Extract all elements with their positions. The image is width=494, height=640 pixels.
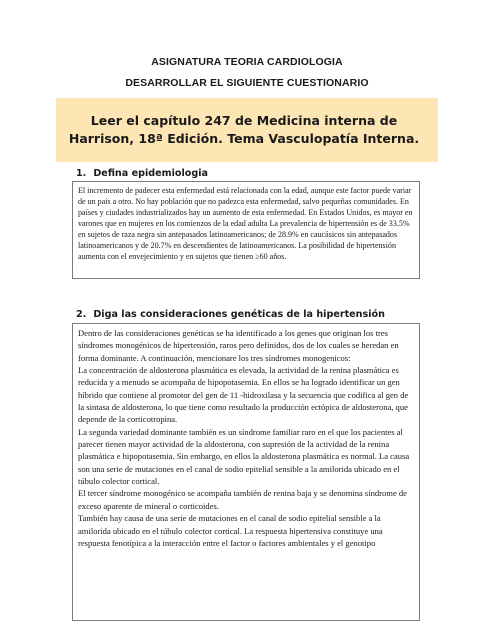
question-2-number: 2. (76, 309, 87, 320)
question-2-answer-paragraph: La segunda variedad dominante también es un síndrome familiar raro en el que los pacientes al parecer tienen mayor actividad de la aldosterona, con supresión de la actividad de la renina plasmática e hipopotasemia. Sin embargo, en ellos la aldosterona plasmática es normal. La causa son una serie de mutaciones en el canal de sodio epitelial sensible a la amilorida ubicado en el túbulo colector cortical. (78, 426, 410, 487)
question-2-answer-paragraph: También hay causa de una serie de mutaciones en el canal de sodio epitelial sensible a la amilorida ubicado en el túbulo colector cortical. La respuesta hipertensiva constituye una respuesta fenotípica a la interacción entre el factor o factores ambientales y el genotipo (78, 513, 383, 548)
question-1-answer-paragraph: El incremento de padecer esta enfermedad está relacionada con la edad, aunque este factor puede variar de un país a otro. No hay población que no padezca esta enfermedad, salvo pequeñas comunidades. En países y ciudades industrializados hay un aumento de esta enfermedad. En Estados Unidos, es mayor en varones que en mujeres en los comienzos de la edad adulta La prevalencia de hipertensión es de 33.5% en sujetos de raza negra sin antepasados latinoamericanos; de 28.9% en caucásicos sin antepasados latinoamericanos y de 20.7% en descendientes de latinoamericanos. La posibilidad de hipertensión aumenta con el envejecimiento y en sujetos que tienen ≥60 años. (78, 186, 413, 262)
question-1-title: Defina epidemiologia (93, 168, 208, 179)
question-2-heading (76, 309, 385, 320)
reading-assignment: Leer el capítulo 247 de Medicina interna de Harrison, 18ª Edición. Tema Vasculopatía Interna. (68, 113, 420, 146)
question-2-title: Diga las consideraciones genéticas de la hipertensión (93, 309, 385, 320)
question-1-heading (76, 168, 208, 179)
question-2-answer-paragraph: El tercer síndrome monogénico se acompaña también de renina baja y se denomina síndrome de exceso aparente de mineral o corticoides. (78, 488, 407, 511)
instruction-title: DESARROLLAR EL SIGUIENTE CUESTIONARIO (125, 77, 369, 89)
question-1-number: 1. (76, 168, 87, 179)
question-2-answer-box (72, 323, 420, 621)
subject-title: ASIGNATURA TEORIA CARDIOLOGIA (151, 56, 343, 68)
question-2-answer-paragraph: La concentración de aldosterona plasmática es elevada, la actividad de la renina plasmática es reducida y a menudo se acompaña de hipopotasemia. En ellos se ha logrado identificar un gen híbrido que contiene al promotor del gen de 11 -hidroxilasa y la secuencia que codifica al gen de la sintasa de aldosterona, lo que tiene como resultado la producción ectópica de aldosterona, que depende de la corticotropina. (78, 365, 409, 425)
question-2-answer-paragraph: Dentro de las consideraciones genéticas se ha identificado a los genes que originan los tres síndromes monogénicos de hipertensión, raros pero definidos, dos de los cuales se heredan en forma dominante. A continuación, mencionare los tres síndromes monogenicos: (78, 328, 399, 363)
question-1-answer-box (72, 181, 420, 279)
